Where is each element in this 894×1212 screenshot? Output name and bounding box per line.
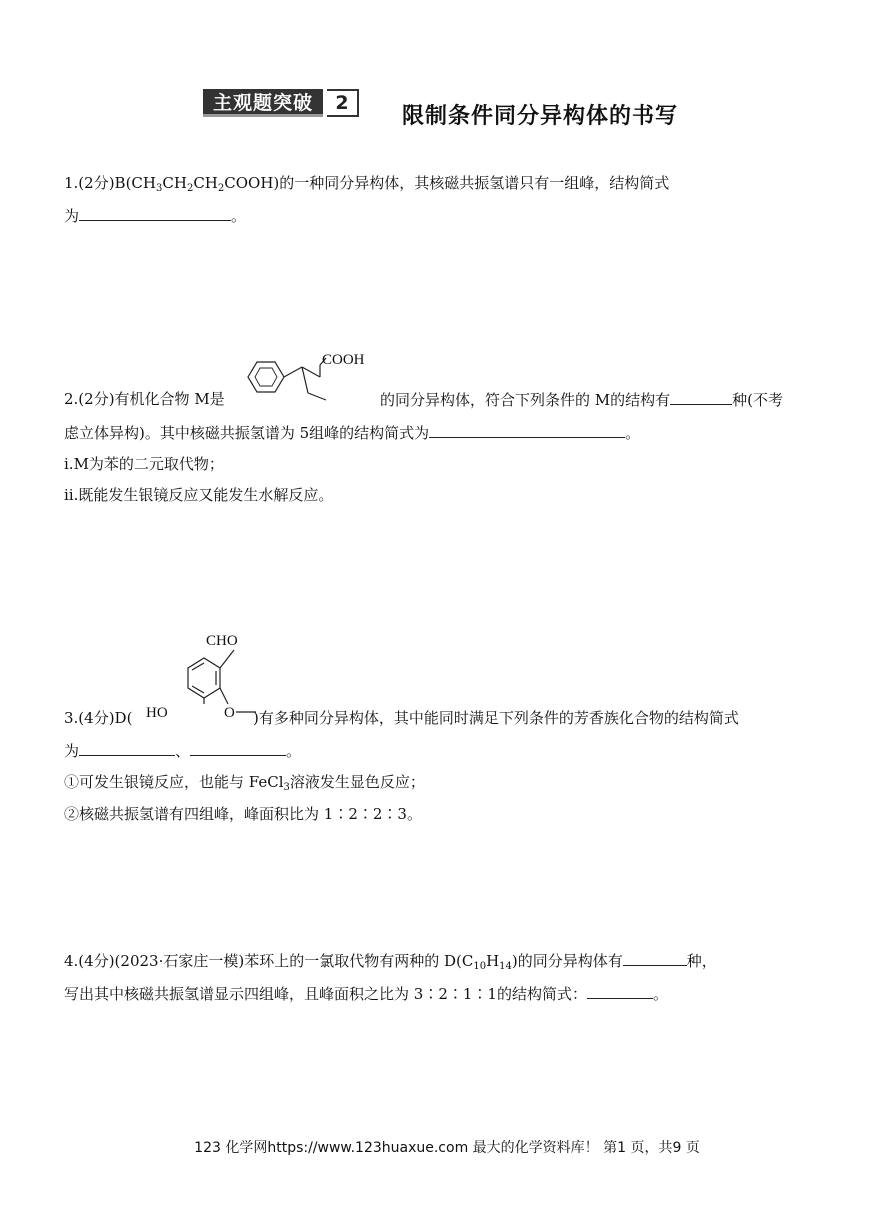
answer-blank[interactable] xyxy=(587,983,653,999)
q2-condition-2: ⅱ.既能发生银镜反应又能发生水解反应。 xyxy=(64,486,334,504)
answer-blank[interactable] xyxy=(190,740,286,756)
q2-condition-1: ⅰ.M为苯的二元取代物； xyxy=(64,455,224,473)
o-label: O xyxy=(224,705,235,721)
benzene-ring xyxy=(188,658,220,698)
page-footer: 123 化学网https://www.123huaxue.com 最大的化学资料库！ 第1 页，共9 页 xyxy=(194,1140,700,1156)
section-badge xyxy=(203,89,359,117)
q3-condition-1: ①可发生银镜反应，也能与 FeCl$_3$溶液发生显色反应； xyxy=(64,773,425,793)
q3-condition-2: ②核磁共振氢谱有四组峰，峰面积比为 1∶2∶2∶3。 xyxy=(64,805,422,823)
cooh-label: COOH xyxy=(322,352,365,368)
q2-molecule-structure xyxy=(240,345,380,407)
badge-number: 2 xyxy=(327,89,359,117)
answer-blank[interactable] xyxy=(79,740,175,756)
q2-line1b: 的同分异构体，符合下列条件的 M的结构有 种(不考 xyxy=(380,391,783,409)
q4-line1: 4.(4分)(2023·石家庄一模)苯环上的一氯取代物有两种的 $D(C_{10}H_{14})$的同分异构体有 种， xyxy=(64,952,717,972)
page-title: 限制条件同分异构体的书写 xyxy=(402,104,679,129)
answer-blank[interactable] xyxy=(623,950,687,966)
answer-blank[interactable] xyxy=(670,389,732,405)
q2-line2: 虑立体异构)。其中核磁共振氢谱为 5组峰的结构简式为 。 xyxy=(64,424,641,442)
q3-line2: 为 、 。 xyxy=(64,742,302,760)
q2-line1: 2.(2分)有机化合物 M是 xyxy=(64,390,225,408)
cho-label: CHO xyxy=(206,633,238,649)
benzene-ring xyxy=(248,362,284,392)
answer-blank[interactable] xyxy=(79,205,231,221)
q3-line1a: 3.(4分)D( xyxy=(64,709,133,727)
q3-line1b: )有多种同分异构体，其中能同时满足下列条件的芳香族化合物的结构简式 xyxy=(253,709,739,727)
answer-blank[interactable] xyxy=(429,422,625,438)
q4-line2: 写出其中核磁共振氢谱显示四组峰，且峰面积之比为 3∶2∶1∶1的结构简式： 。 xyxy=(64,985,668,1003)
ho-label: HO xyxy=(146,705,168,721)
q3-molecule-structure xyxy=(140,628,258,726)
badge-label: 主观题突破 xyxy=(203,89,323,117)
q1-line1: 1.(2分)$B(CH_3CH_2CH_2COOH)$的一种同分异构体，其核磁共振氢谱只有一组峰，结构简式 xyxy=(64,174,670,194)
q1-line2: 为 。 xyxy=(64,207,247,225)
